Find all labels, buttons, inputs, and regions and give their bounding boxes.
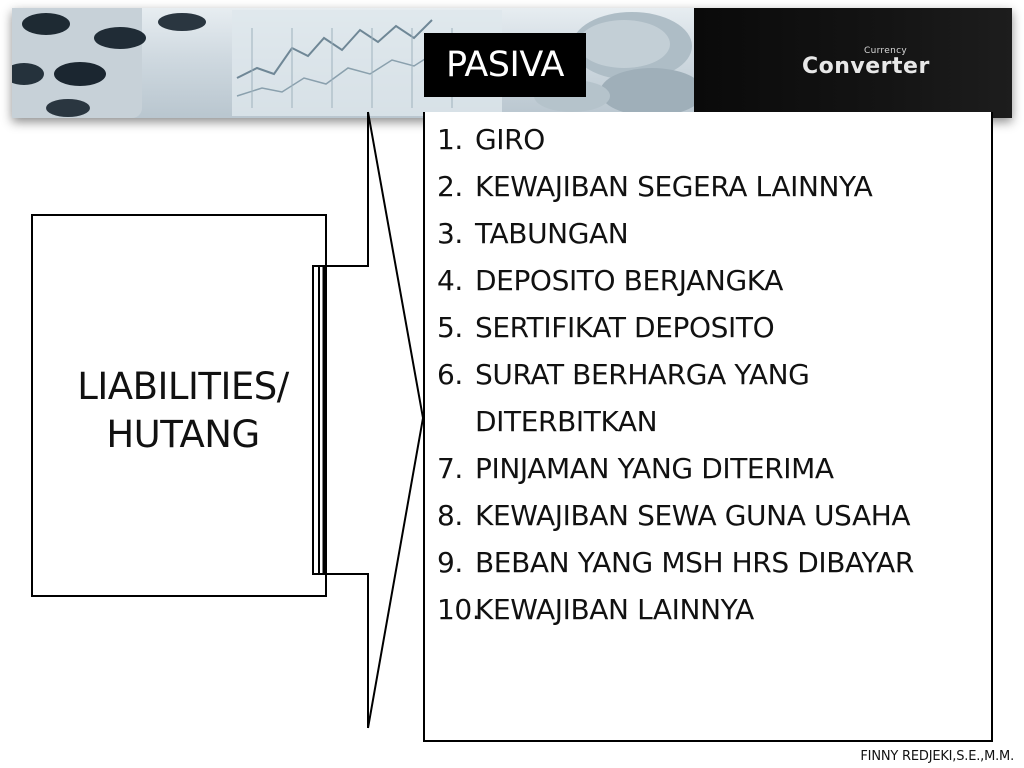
list-item-text: SERTIFIKAT DEPOSITO — [475, 311, 775, 344]
list-item-number: 8. — [437, 499, 463, 532]
list-item — [437, 257, 987, 304]
list-item-text: TABUNGAN — [475, 217, 629, 250]
pasiva-list — [437, 116, 987, 633]
list-item-text: SURAT BERHARGA YANG DITERBITKAN — [475, 358, 810, 438]
pointer-triangle — [368, 112, 423, 728]
list-item-text: KEWAJIBAN SEGERA LAINNYA — [475, 170, 873, 203]
list-item-text: KEWAJIBAN LAINNYA — [475, 593, 754, 626]
list-item — [437, 492, 987, 539]
list-item — [437, 445, 987, 492]
list-item-number: 9. — [437, 546, 463, 579]
list-item-text: KEWAJIBAN SEWA GUNA USAHA — [475, 499, 911, 532]
pasiva-list-box — [423, 112, 993, 742]
list-item-number: 7. — [437, 452, 463, 485]
list-item — [437, 116, 987, 163]
liabilities-label-line1: LIABILITIES/ — [77, 365, 289, 408]
liabilities-label-line2: HUTANG — [106, 413, 260, 456]
list-item-number: 3. — [437, 217, 463, 250]
list-item — [437, 586, 987, 633]
list-item-number: 4. — [437, 264, 463, 297]
list-item — [437, 210, 987, 257]
logo-big-text: Converter — [802, 54, 930, 79]
list-item-number: 10. — [437, 593, 481, 626]
list-item-text: DEPOSITO BERJANGKA — [475, 264, 783, 297]
list-item-text: GIRO — [475, 123, 545, 156]
list-item — [437, 163, 987, 210]
slide-title: PASIVA — [424, 33, 586, 97]
liabilities-box — [31, 214, 327, 597]
list-item-number: 6. — [437, 358, 463, 391]
list-item-number: 2. — [437, 170, 463, 203]
list-item — [437, 351, 987, 445]
calculator-and-chart-photo — [12, 8, 694, 118]
list-item — [437, 304, 987, 351]
list-item-text: PINJAMAN YANG DITERIMA — [475, 452, 834, 485]
logo-small-text: Currency — [864, 46, 907, 56]
list-item-text: BEBAN YANG MSH HRS DIBAYAR — [475, 546, 914, 579]
currency-converter-logo-area — [694, 8, 1012, 118]
connector-top — [326, 112, 368, 266]
connector-bottom — [326, 574, 368, 728]
list-item-number: 5. — [437, 311, 463, 344]
liabilities-label — [33, 363, 333, 459]
author-footer: FINNY REDJEKI,S.E.,M.M. — [860, 749, 1014, 764]
list-item-number: 1. — [437, 123, 463, 156]
list-item — [437, 539, 987, 586]
